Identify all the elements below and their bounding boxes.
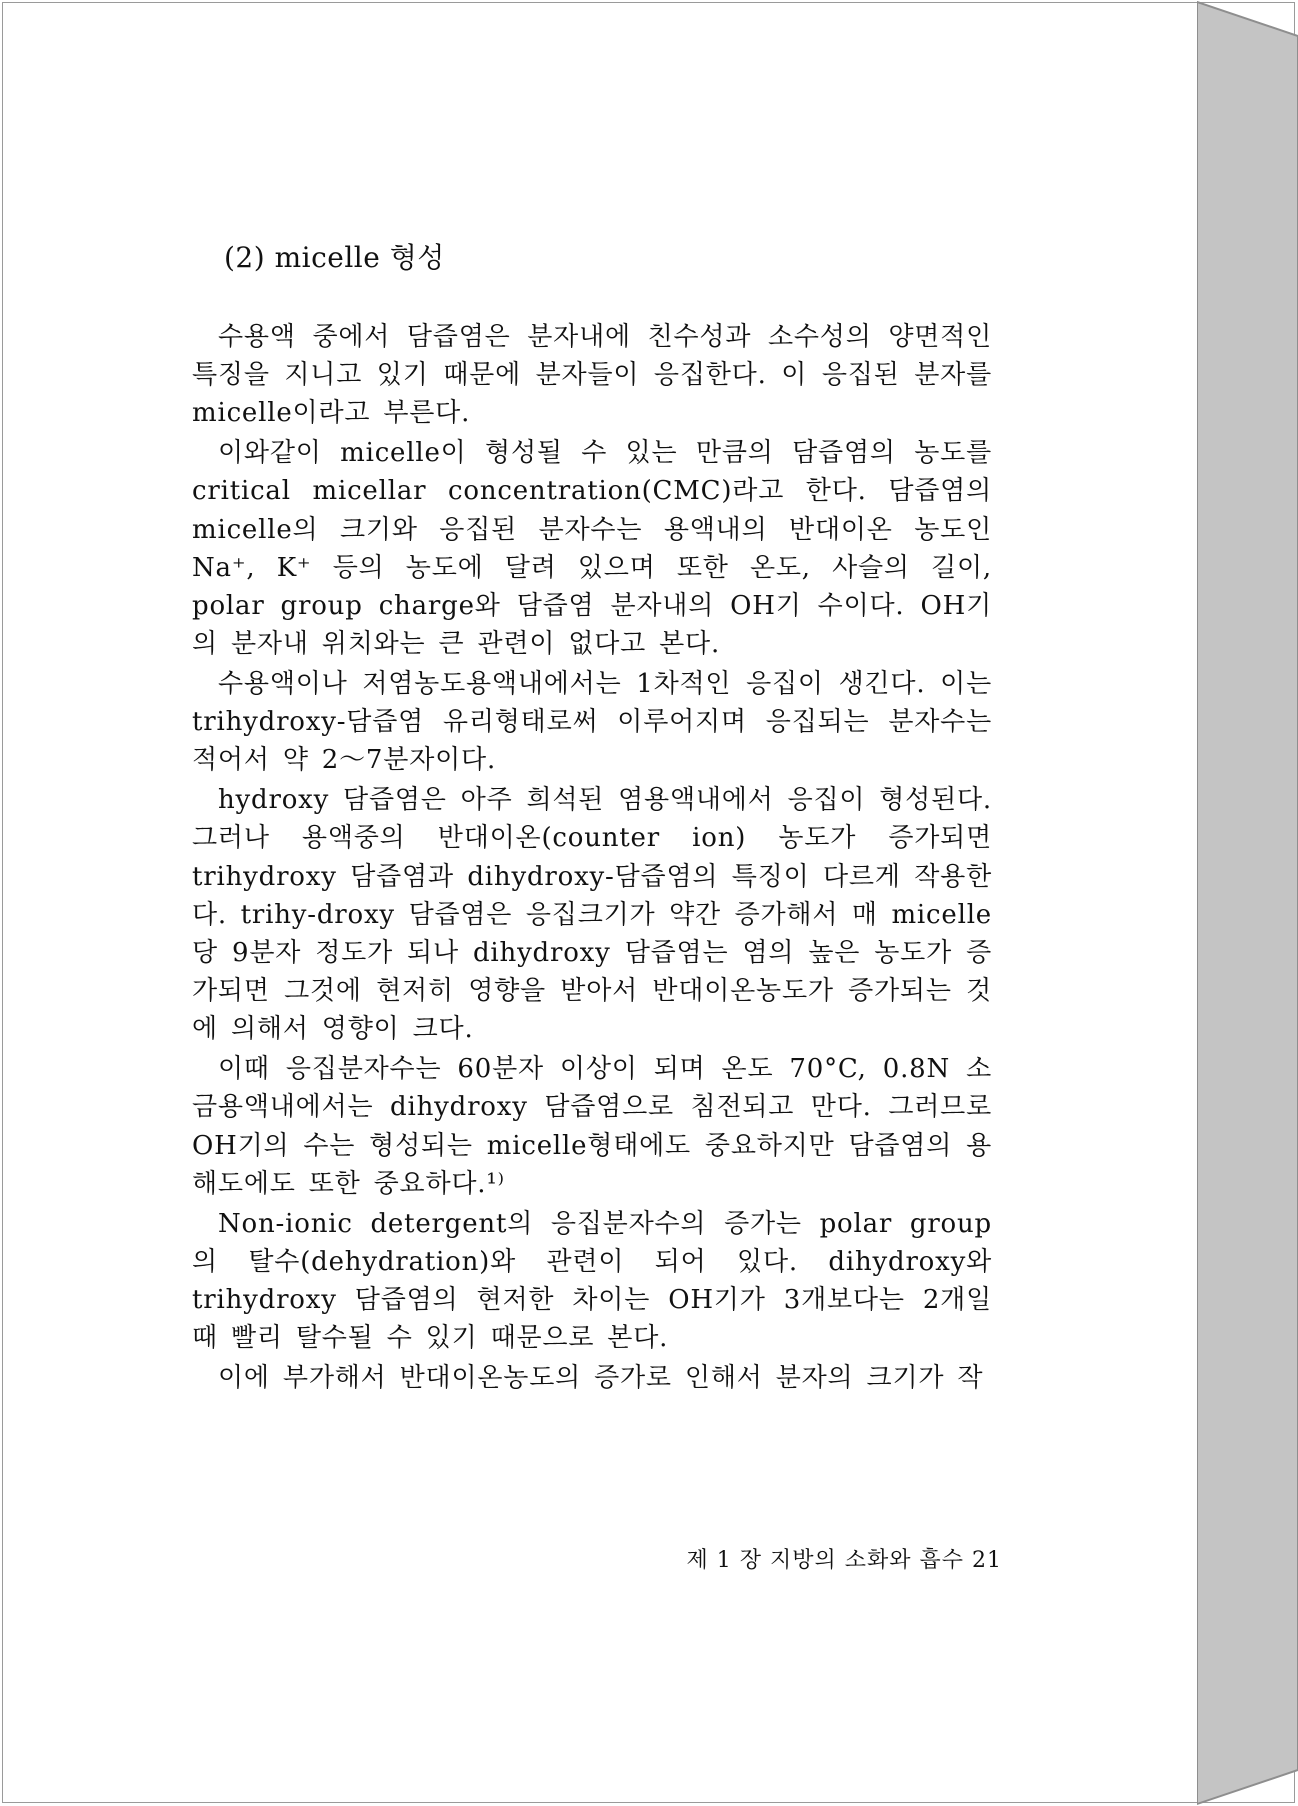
paragraph-5: 이때 응집분자수는 60분자 이상이 되며 온도 70°C, 0.8N 소금용액내에서는 dihydroxy 담즙염으로 침전되고 만다. 그러므로 OH기의 수는 형성되는 micelle형태에도 중요하지만 담즙염의 용해도에도 또한 중요하다.¹⁾ — [192, 1054, 992, 1199]
body-text — [192, 318, 992, 1399]
book-page-edge — [1197, 0, 1298, 1806]
paragraph-7: 이에 부가해서 반대이온농도의 증가로 인해서 분자의 크기가 작 — [218, 1363, 984, 1394]
paragraph-6: Non-ionic detergent의 응집분자수의 증가는 polar group의 탈수(dehydration)와 관련이 되어 있다. dihydroxy와 trihydroxy 담즙염의 현저한 차이는 OH기가 3개보다는 2개일 때 빨리 탈수될 수 있기 때문으로 본다. — [192, 1208, 992, 1354]
paragraph-4: hydroxy 담즙염은 아주 희석된 염용액내에서 응집이 형성된다. 그러나 용액중의 반대이온(counter ion) 농도가 증가되면 trihydroxy 담즙염과 dihydroxy-담즙염의 특징이 다르게 작용한다. trihy-droxy 담즙염은 응집크기가 약간 증가해서 매 micelle당 9분자 정도가 되나 dihydroxy 담즙염는 염의 높은 농도가 증가되면 그것에 현저히 영향을 받아서 반대이온농도가 증가되는 것에 의해서 영향이 크다. — [192, 785, 992, 1045]
section-heading: (2) micelle 형성 — [224, 241, 445, 274]
book-page-edge-shape — [1197, 0, 1298, 1806]
paragraph-3: 수용액이나 저염농도용액내에서는 1차적인 응집이 생긴다. 이는 trihydroxy-담즙염 유리형태로써 이루어지며 응집되는 분자수는 적어서 약 2～7분자이다. — [192, 669, 992, 776]
running-footer: 제 1 장 지방의 소화와 흡수 21 — [686, 1548, 1002, 1573]
paragraph-2: 이와같이 micelle이 형성될 수 있는 만큼의 담즙염의 농도를 critical micellar concentration(CMC)라고 한다. 담즙염의 micelle의 크기와 응집된 분자수는 용액내의 반대이온 농도인 Na⁺, K⁺ 등의 농도에 달려 있으며 또한 온도, 사슬의 길이, polar group charge와 담즙염 분자내의 OH기 수이다. OH기의 분자내 위치와는 큰 관련이 없다고 본다. — [192, 438, 992, 660]
paragraph-1: 수용액 중에서 담즙염은 분자내에 친수성과 소수성의 양면적인 특징을 지니고 있기 때문에 분자들이 응집한다. 이 응집된 분자를 micelle이라고 부른다. — [192, 322, 992, 429]
